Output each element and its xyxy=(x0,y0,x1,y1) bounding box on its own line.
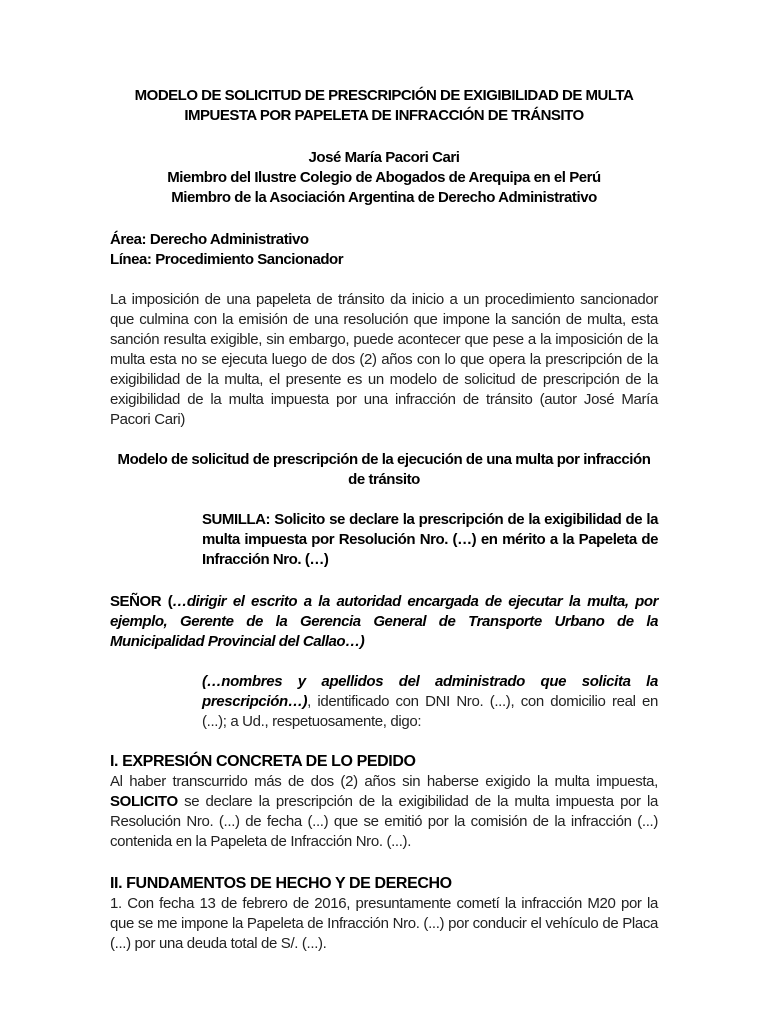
section-1-post: se declare la prescripción de la exigibilidad de la multa impuesta por la Resolución Nro. (...) de fecha (...) que se emitió por la comisión de la infracción (...) contenida en la Papeleta de Infracción Nro. (...). xyxy=(110,793,658,850)
section-2-paragraph-1: 1. Con fecha 13 de febrero de 2016, presuntamente cometí la infracción M20 por la que se me impone la Papeleta de Infracción Nro. (...) por conducir el vehículo de Placa (...) por una deuda total de S/. (...). xyxy=(110,895,658,952)
model-heading: Modelo de solicitud de prescripción de la ejecución de una multa por infracción de tránsito xyxy=(117,451,651,488)
petitioner-rest: , identificado con DNI Nro. (...), con domicilio real en (...); a Ud., respetuosamente, digo: xyxy=(202,693,658,730)
meta-block xyxy=(110,230,658,270)
linea-label: Línea: Procedimiento Sancionador xyxy=(110,251,344,268)
senor-italic: …dirigir el escrito a la autoridad encargada de ejecutar la multa, por ejemplo, Gerente de la Gerencia General de Transporte Urbano de la Municipalidad Provincial del Callao…) xyxy=(110,593,658,650)
senor-lead: SEÑOR ( xyxy=(110,593,173,610)
document-title xyxy=(110,86,658,126)
title-line-1: MODELO DE SOLICITUD DE PRESCRIPCIÓN DE EXIGIBILIDAD DE MULTA xyxy=(134,87,634,104)
sumilla: SUMILLA: Solicito se declare la prescripción de la exigibilidad de la multa impuesta por Resolución Nro. (…) en mérito a la Papeleta de Infracción Nro. (…) xyxy=(202,511,658,568)
document-content xyxy=(110,86,658,954)
petitioner-paragraph xyxy=(202,672,658,732)
title-line-2: IMPUESTA POR PAPELETA DE INFRACCIÓN DE TRÁNSITO xyxy=(184,107,584,124)
section-1-pre: Al haber transcurrido más de dos (2) años sin haberse exigido la multa impuesta, xyxy=(110,773,658,790)
area-label: Área: Derecho Administrativo xyxy=(110,231,309,248)
author-affiliation-1: Miembro del Ilustre Colegio de Abogados de Arequipa en el Perú xyxy=(167,169,601,186)
author-affiliation-2: Miembro de la Asociación Argentina de Derecho Administrativo xyxy=(171,189,597,206)
senor-paragraph xyxy=(110,592,658,652)
section-2-heading: II. FUNDAMENTOS DE HECHO Y DE DERECHO xyxy=(110,875,452,892)
author-block xyxy=(110,148,658,208)
section-1-heading: I. EXPRESIÓN CONCRETA DE LO PEDIDO xyxy=(110,753,416,770)
intro-paragraph: La imposición de una papeleta de tránsito da inicio a un procedimiento sancionador que culmina con la emisión de una resolución que impone la sanción de multa, esta sanción resulta exigible, sin embargo, puede acontecer que pese a la imposición de la multa esta no se ejecuta luego de dos (2) años con lo que opera la prescripción de la exigibilidad de la multa, el presente es un modelo de solicitud de prescripción de la exigibilidad de la multa impuesta por una infracción de tránsito (autor José María Pacori Cari) xyxy=(110,291,658,428)
author-name: José María Pacori Cari xyxy=(308,149,460,166)
petitioner-name-placeholder: (…nombres y apellidos del administrado que solicita la prescripción…) xyxy=(202,673,658,710)
section-1-strong: SOLICITO xyxy=(110,793,178,810)
section-1-paragraph xyxy=(110,772,658,852)
